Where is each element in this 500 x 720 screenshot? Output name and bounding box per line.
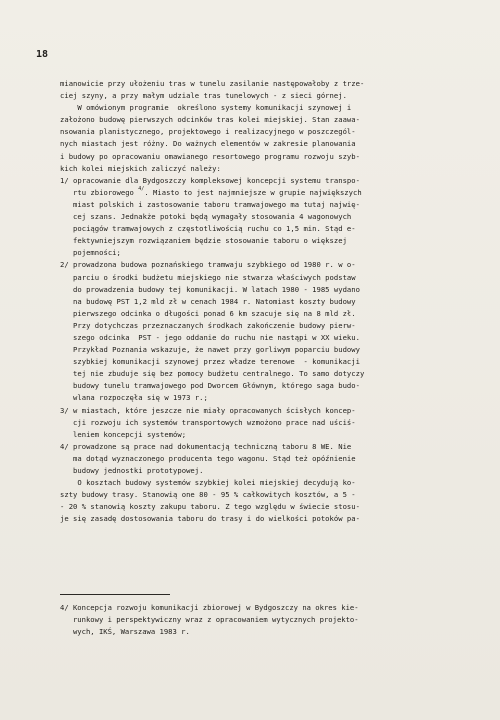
text-line: wlana rozpoczęła się w 1973 r.; [60,393,208,403]
footnote-line: wych, IKŚ, Warszawa 1983 r. [60,627,190,637]
footnote-ref: 4/ [138,185,145,192]
text-line: ciej szyny, a przy małym udziale tras tunelowych - z sieci górnej. [60,91,347,101]
footnote [60,602,480,638]
text-line: - 20 % stanowią koszty zakupu taboru. Z tego względu w świecie stosu- [60,502,360,512]
text-line: miast polskich i zastosowanie taboru tramwajowego ma tutaj najwię- [60,199,360,209]
text-line: 2/ prowadzona budowa poznańskiego tramwaju szybkiego od 1980 r. w o- [60,260,356,270]
page-number: 18 [36,49,49,60]
footnote-line: runkowy i perspektywiczny wraz z opracowaniem wytycznych projekto- [60,615,359,625]
text-line: W omówionym programie określono systemy komunikacji szynowej i [60,103,352,113]
text-line: pociągów tramwajowych z częstotliwością ruchu co 1,5 min. Stąd e- [60,224,356,234]
footnote-line: 4/ Koncepcja rozwoju komunikacji zbiorowej w Bydgoszczy na okres kie- [60,603,359,612]
text-line: parciu o środki budżetu miejskiego nie stwarza właściwych podstaw [60,272,356,282]
text-line: tej nie zbuduje się bez pomocy budżetu centralnego. To samo dotyczy [60,369,365,379]
text-line: rtu zbiorowego $^{4/}$. Miasto to jest najmniejsze w grupie największych [60,185,362,197]
text-line: do prowadzenia budowy tej komunikacji. W latach 1980 - 1985 wydano [60,284,360,294]
text-line: mianowicie przy ułożeniu tras w tunelu zasilanie następowałoby z trze- [60,79,365,88]
text-line: Przykład Poznania wskazuje, że nawet przy gorliwym poparciu budowy [60,345,360,355]
text-line: budowy tunelu tramwajowego pod Dworcem Głównym, którego saga budo- [60,381,360,391]
text-line: pojemności; [60,248,121,258]
text-line: i budowy po opracowaniu omawianego resortowego programu rozwoju szyb- [60,151,360,161]
text-line: założono budowę pierwszych odcinków tras kolei miejskiej. Stan zaawa- [60,115,360,125]
text-line: na budowę PST 1,2 mld zł w cenach 1984 r. Natomiast koszty budowy [60,296,356,306]
text-line: ma dotąd wyznaczonego producenta tego wagonu. Stąd też opóźnienie [60,453,356,463]
text-line: cej szans. Jednakże potoki będą wymagały stosowania 4 wagonowych [60,212,352,222]
text-line: nych miastach jest różny. Do ważnych elementów w zakresie planowania [60,139,356,149]
text-line: nsowania planistycznego, projektowego i realizacyjnego w poszczegól- [60,127,356,137]
text-line: pierwszego odcinka o długości ponad 6 km szacuje się na 8 mld zł. [60,308,356,318]
text-line: fektywniejszym rozwiązaniem będzie stosowanie taboru o większej [60,236,347,246]
text-line: szybkiej komunikacji szynowej przez władze terenowe - komunikacji [60,357,360,367]
text-line: kich kolei miejskich zaliczyć należy: [60,163,221,173]
text-line: 4/ prowadzone są prace nad dokumentacją techniczną taboru 8 WE. Nie [60,441,352,451]
text-line: budowy jednostki prototypowej. [60,466,204,475]
text-line: O kosztach budowy systemów szybkiej kolei miejskiej decydują ko- [60,478,356,488]
footnote-separator [60,594,170,595]
text-line: szty budowy trasy. Stanowią one 80 - 95 % całkowitych kosztów, a 5 - [60,490,356,500]
text-line: szego odcinka PST - jego oddanie do ruchu nie nastąpi w XX wieku. [60,332,360,342]
main-text [60,78,480,525]
text-line: je się zasadę dostosowania taboru do trasy i do wielkości potoków pa- [60,514,360,524]
text-line: leniem koncepcji systemów; [60,429,187,439]
text-line: cji rozwoju ich systemów transportowych wzmożono prace nad uściś- [60,417,356,427]
text-line: Przy dotychczas przeznaczanych środkach zakończenie budowy pierw- [60,320,356,330]
text-line: 1/ opracowanie dla Bydgoszczy kompleksowej koncepcji systemu transpo- [60,175,360,185]
text-line: 3/ w miastach, które jeszcze nie miały opracowanych ścisłych koncep- [60,405,356,415]
